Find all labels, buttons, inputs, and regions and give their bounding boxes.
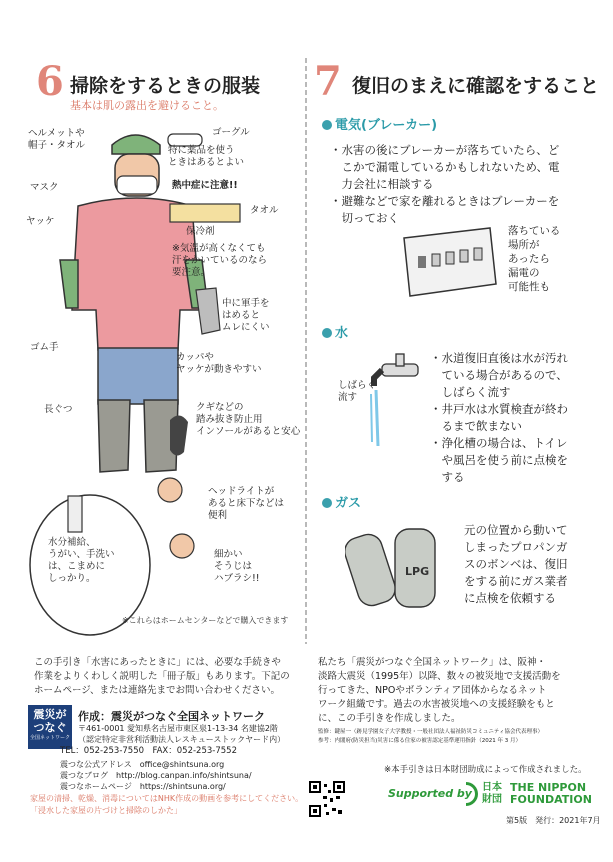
footer-tel: TEL：052-253-7550 FAX：052-253-7552 bbox=[60, 746, 237, 756]
footer-supervision: 監修：鍵屋一（跡見学園女子大学教授・一般社団法人福祉防災コミュニティ協会代表理事） 参考：内閣府(防災担当)災害に係る住家の被害認定基準運用指針（2021 年 3 月） bbox=[318, 729, 543, 744]
note-goggle: ゴーグル bbox=[212, 127, 250, 138]
water-bullet-1: ・水道復旧直後は水が汚れ ている場合があるので、 しばらく流す bbox=[430, 351, 568, 399]
footer-edition: 第5版 発行：2021年7月 bbox=[506, 816, 601, 825]
section-title-check: 復旧のまえに確認をすること bbox=[352, 75, 600, 97]
note-glove: 中に軍手を はめると ムレにくい bbox=[222, 298, 270, 333]
note-boots: 長ぐつ bbox=[44, 404, 73, 415]
note-helmet: ヘルメットや 帽子・タオル bbox=[28, 128, 86, 151]
tank-label: LPG bbox=[405, 565, 430, 578]
faucet-illustration bbox=[368, 350, 428, 450]
note-water: 水分補給、 うがい、手洗い は、こまめに しっかり。 bbox=[48, 537, 115, 584]
heading-electric: 電気(ブレーカー) bbox=[322, 118, 437, 134]
note-pants: カッパや ヤッケが動きやすい bbox=[176, 352, 262, 375]
water-bullet-2: ・井戸水は水質検査が終わ るまで飲まない bbox=[430, 402, 568, 433]
heading-water: 水 bbox=[322, 326, 348, 342]
note-rubber-glove: ゴム手 bbox=[30, 342, 59, 353]
electric-bullet-2: ・避難などで家を離れるときはブレーカーを 切っておく bbox=[330, 194, 560, 225]
bullet-dot-icon bbox=[322, 328, 332, 338]
note-headlight: ヘッドライトが あると床下などは 便利 bbox=[208, 486, 285, 521]
water-bullet-3: ・浄化槽の場合は、トイレ や風呂を使う前に点検を する bbox=[430, 436, 568, 484]
note-mask: マスク bbox=[30, 182, 59, 193]
note-breaker: 落ちている 場所が あったら 漏電の 可能性も bbox=[508, 225, 561, 293]
heading-gas: ガス bbox=[322, 496, 361, 512]
footer-intro: この手引き「水害にあったときに」には、必要な手続きや 作業をよりくわしく説明した「冊子版」もあります。下記の ホームページ、または連絡先までお問い合わせください。 bbox=[34, 657, 290, 696]
bullet-dot-icon bbox=[322, 120, 332, 130]
note-flush: しばらく 流す bbox=[338, 380, 377, 403]
footer-nhk-note[interactable]: 家屋の清掃、乾燥、消毒についてはNHK作成の動画を参考にしてください。 「浸水した家屋の片づけと掃除のしかた」 bbox=[30, 794, 304, 815]
footer-contacts[interactable]: 震つな公式アドレス office@shintsuna.org 震つなブログ http://blog.canpan.info/shintsuna/ 震つなホームページ https://shintsuna.org/ bbox=[60, 760, 252, 791]
note-brush: 細かい そうじは ハブラシ!! bbox=[214, 549, 260, 584]
breaker-panel-illustration bbox=[400, 222, 500, 302]
foundation-mark-icon bbox=[466, 782, 478, 806]
gas-cylinder-illustration bbox=[345, 515, 455, 615]
section-number-6: 6 bbox=[36, 58, 64, 105]
section-subtitle: 基本は肌の露出を避けること。 bbox=[70, 99, 224, 112]
qr-code[interactable] bbox=[308, 780, 346, 818]
section-title-clothing: 掃除をするときの服装 bbox=[70, 75, 261, 97]
footnote-purchase: ※これらはホームセンターなどで購入できます bbox=[122, 616, 289, 625]
bullet-dot-icon bbox=[322, 498, 332, 508]
footer-address: 〒461-0001 愛知県名古屋市東区泉1-13-34 名建協2階 （認定特定非営利活動法人レスキューストックヤード内） bbox=[78, 724, 286, 744]
note-ice: 保冷剤 bbox=[186, 226, 215, 237]
note-towel: タオル bbox=[250, 205, 279, 216]
footer-about: 私たち「震災がつなぐ全国ネットワーク」は、阪神・ 淡路大震災（1995年）以降、数々の被災地で支援活動を 行ってきた、NPOやボランティア団体からなるネット ワーク組織です。過去の水害被災地への支援経験をもと に、この手引きを作成しました。 bbox=[318, 657, 561, 724]
nippon-foundation-logo: 日本 財団 THE NIPPON FOUNDATION bbox=[466, 778, 596, 812]
note-goggle-use: 特に薬品を使う ときはあるとよい bbox=[168, 145, 245, 168]
note-insole: クギなどの 踏み抜き防止用 インソールがあると安心 bbox=[196, 402, 301, 437]
section-number-7: 7 bbox=[314, 58, 342, 105]
electric-bullet-1: ・水害の後にブレーカーが落ちていたら、ど こかで漏電しているかもしれないため、電 力会社に相談する bbox=[330, 143, 560, 191]
footer-org: 作成：震災がつなぐ全国ネットワーク bbox=[78, 710, 265, 723]
column-divider bbox=[305, 58, 307, 644]
gas-text: 元の位置から動いて しまったプロパンガ スのボンベは、復旧 をする前にガス業者 に点検を依頼する bbox=[464, 523, 568, 605]
note-heat: 熱中症に注意!! bbox=[172, 180, 238, 191]
footer-funding: ※本手引きは日本財団助成によって作成されました。 bbox=[384, 765, 587, 775]
supported-by: Supported by bbox=[388, 787, 472, 800]
shintsuna-logo: 震災が つなぐ 全国ネットワーク bbox=[28, 705, 72, 749]
note-jacket: ヤッケ bbox=[26, 216, 55, 227]
note-temperature: ※気温が高くなくても 汗をかいているのなら 要注意。 bbox=[172, 243, 268, 278]
